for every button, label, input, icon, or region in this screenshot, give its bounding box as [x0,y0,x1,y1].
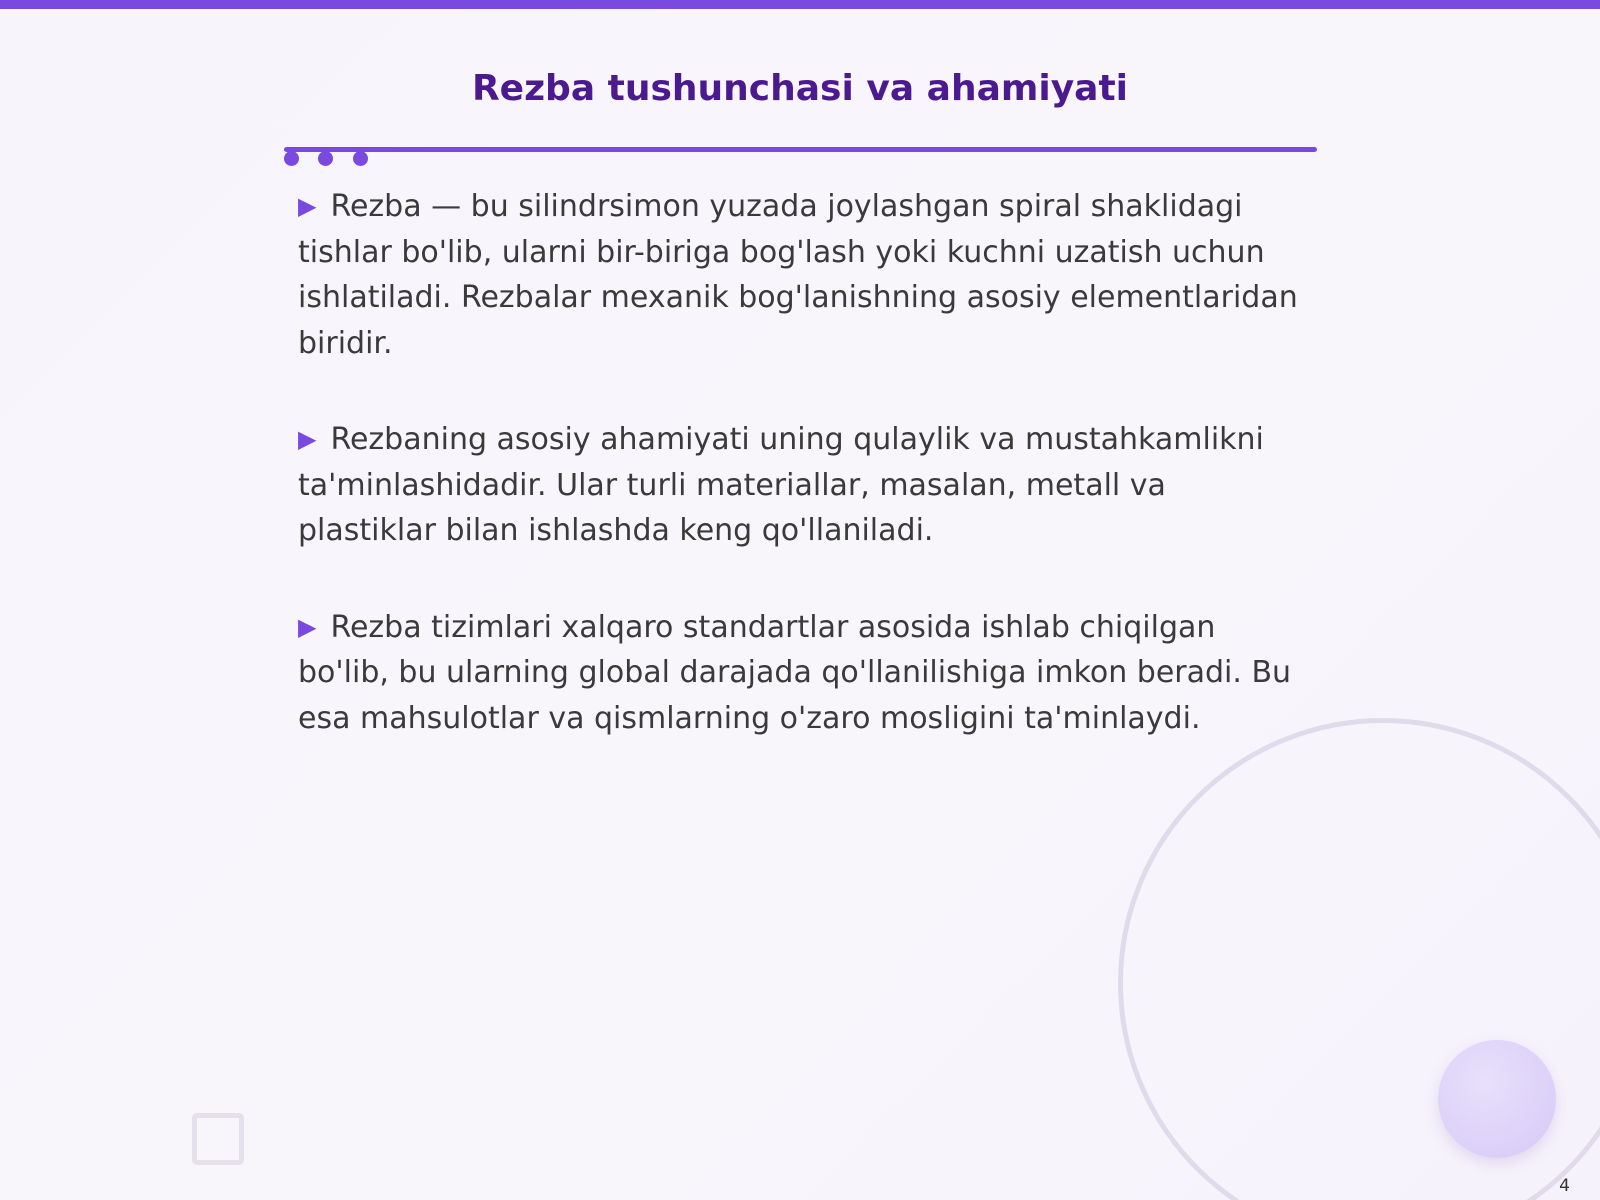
bullet-text-1: Rezba — bu silindrsimon yuzada joylashgan spiral shaklidagi tishlar bo'lib, ularni bir-biriga bog'lash yoki kuchni uzatish uchun ishlatiladi. Rezbalar mexanik bog'lanishning asosiy elementlaridan biridir. [298,189,1298,361]
bullet-item-1 [298,184,1298,366]
top-accent-bar [0,0,1600,9]
bullet-text-3: Rezba tizimlari xalqaro standartlar asosida ishlab chiqilgan bo'lib, bu ularning global darajada qo'llanilishiga imkon beradi. Bu esa mahsulotlar va qismlarning o'zaro mosligini ta'minlaydi. [298,609,1292,736]
triangle-bullet-icon: ▶ [298,612,317,641]
bullet-item-2 [298,417,1298,554]
slide-title: Rezba tushunchasi va ahamiyati [471,68,1129,109]
bullet-list [298,184,1298,792]
bullet-item-3 [298,605,1298,742]
decorative-square [192,1113,244,1165]
decorative-dot-3 [353,151,368,166]
title-underline [284,147,1317,152]
bullet-text-2: Rezbaning asosiy ahamiyati uning qulaylik va mustahkamlikni ta'minlashidadir. Ular turli materiallar, masalan, metall va plastiklar bilan ishlashda keng qo'llaniladi. [298,422,1264,548]
decorative-dot-1 [284,151,299,166]
decorative-dot-2 [318,151,333,166]
decorative-circle [1438,1040,1556,1158]
page-number: 4 [1559,1176,1570,1196]
triangle-bullet-icon: ▶ [298,425,317,453]
triangle-bullet-icon: ▶ [298,192,317,220]
